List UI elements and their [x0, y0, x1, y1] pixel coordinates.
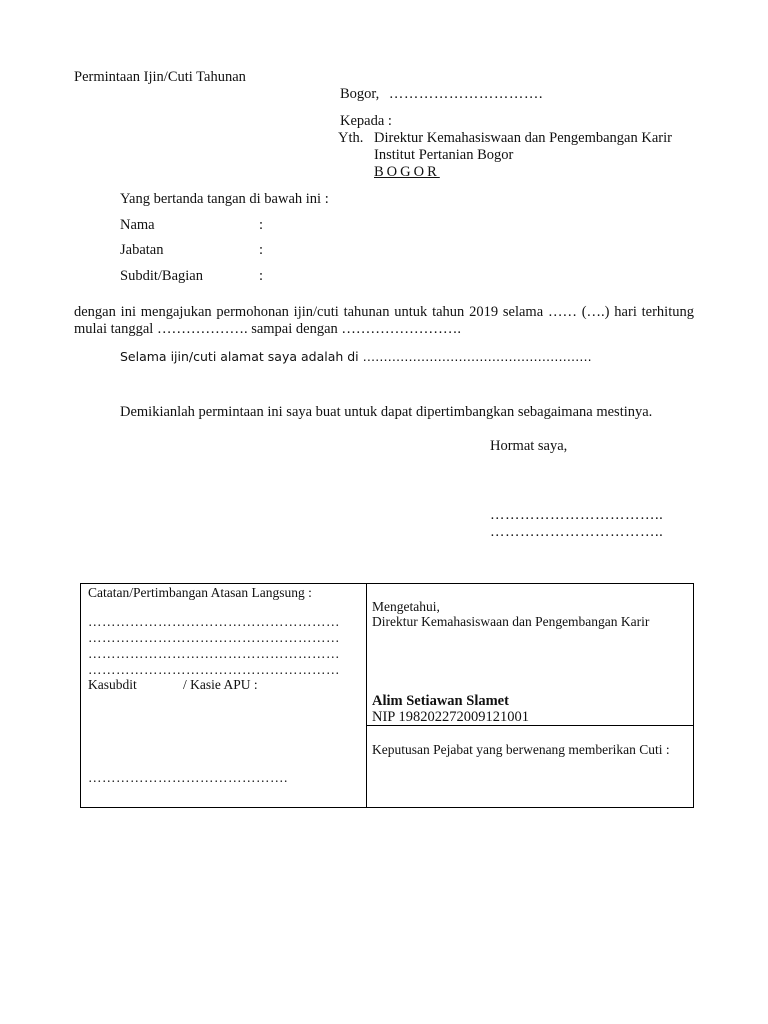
request-paragraph: dengan ini mengajukan permohonan ijin/cuti tahunan untuk tahun 2019 selama …… (….) hari terhitung mulai tanggal ………………. sampai dengan …………………….	[74, 304, 694, 337]
field-sep-subdit: :	[259, 268, 264, 284]
notes-title: Catatan/Pertimbangan Atasan Langsung :	[88, 585, 312, 600]
recipient-city: BOGOR	[374, 164, 440, 180]
supervisor-sign-dots: …………………………………….	[88, 770, 288, 785]
field-sep-nama: :	[259, 217, 264, 233]
signature-greeting: Hormat saya,	[490, 438, 568, 454]
signature-id-dots: ……………………………..	[490, 524, 664, 540]
date-dots: ………………………….	[388, 86, 544, 102]
notes-dots-1: ………………………………………………	[88, 614, 340, 629]
notes-dots-2: ………………………………………………	[88, 630, 340, 645]
director-nip: NIP 198202272009121001	[372, 709, 529, 725]
intro-text: Yang bertanda tangan di bawah ini :	[120, 191, 329, 207]
signature-name-dots: ……………………………..	[490, 507, 664, 523]
kasie-label: / Kasie APU :	[183, 677, 258, 692]
closing-text: Demikianlah permintaan ini saya buat untuk dapat dipertimbangkan sebagaimana mestinya.	[120, 404, 653, 420]
field-label-subdit: Subdit/Bagian	[120, 268, 203, 284]
mengetahui-label: Mengetahui,	[372, 599, 440, 614]
box-divider-vertical	[366, 584, 367, 807]
notes-dots-4: ………………………………………………	[88, 662, 340, 677]
field-label-nama: Nama	[120, 217, 155, 233]
director-title: Direktur Kemahasiswaan dan Pengembangan Karir	[372, 614, 650, 629]
recipient-line-2: Institut Pertanian Bogor	[374, 147, 514, 163]
kepada-label: Kepada :	[340, 113, 392, 129]
recipient-line-1: Direktur Kemahasiswaan dan Pengembangan Karir	[374, 130, 672, 146]
field-label-jabatan: Jabatan	[120, 242, 164, 258]
address-line: Selama ijin/cuti alamat saya adalah di ……………………………………………….	[120, 349, 592, 364]
kasubdit-label: Kasubdit	[88, 677, 137, 692]
field-sep-jabatan: :	[259, 242, 264, 258]
notes-dots-3: ………………………………………………	[88, 646, 340, 661]
decision-label: Keputusan Pejabat yang berwenang memberikan Cuti :	[372, 742, 670, 757]
place-date	[340, 86, 543, 103]
document-title: Permintaan Ijin/Cuti Tahunan	[74, 69, 246, 85]
director-name: Alim Setiawan Slamet	[372, 693, 509, 709]
yth-label: Yth.	[338, 130, 364, 146]
approval-box	[80, 583, 694, 808]
place-label: Bogor,	[340, 86, 380, 102]
